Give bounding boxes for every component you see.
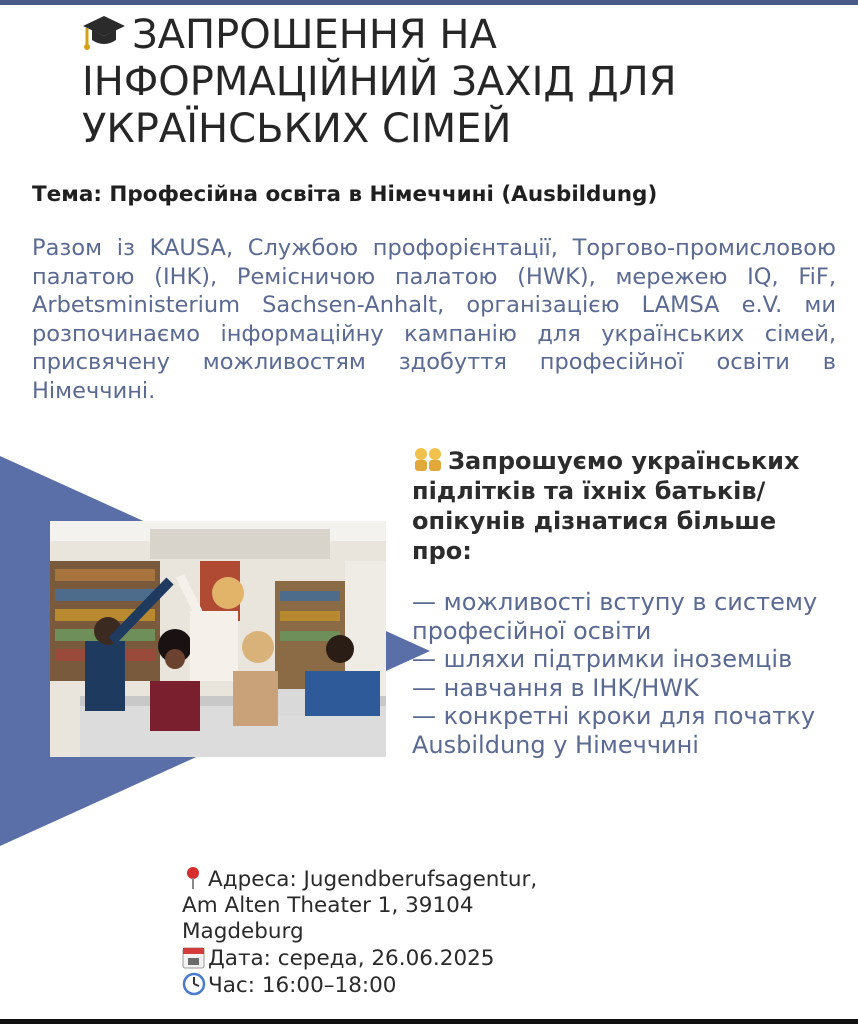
clock-icon: [182, 972, 208, 996]
address-line-3: Magdeburg: [182, 919, 304, 944]
title-line-2: ІНФОРМАЦІЙНИЙ ЗАХІД ДЛЯ: [82, 59, 677, 105]
pin-icon: [182, 866, 208, 890]
graduation-cap-icon: [82, 12, 126, 52]
title-line-1: [82, 12, 802, 59]
title-line-3: УКРАЇНСЬКИХ СІМЕЙ: [82, 106, 512, 152]
family-icon: [412, 446, 444, 472]
date-row: [182, 945, 782, 972]
bottom-border: [0, 1019, 858, 1024]
students-photo: [50, 521, 386, 757]
invite-heading: [412, 446, 832, 566]
date-text: Дата: середа, 26.06.2025: [208, 946, 495, 971]
time-row: [182, 972, 782, 999]
topics-list: [412, 588, 842, 759]
address-line-1: Адреса: Jugendberufsagentur,: [208, 867, 538, 892]
list-item: — шляхи підтримки іноземців: [412, 645, 793, 673]
topic-heading: Тема: Професійна освіта в Німеччині (Ausbildung): [32, 182, 658, 207]
calendar-icon: [182, 945, 208, 969]
list-item: — конкретні кроки для початку Ausbildung у Німеччині: [412, 702, 816, 759]
address-row: [182, 866, 782, 893]
time-text: Час: 16:00–18:00: [208, 973, 397, 998]
invite-heading-text: Запрошуємо українських підлітків та їхніх батьків/опікунів дізнатися більше про:: [412, 447, 800, 565]
event-details: [182, 866, 782, 999]
page-title: [82, 12, 802, 153]
list-item: — навчання в IHK/HWK: [412, 673, 699, 702]
title-text-1: ЗАПРОШЕННЯ НА: [132, 12, 497, 58]
top-border: [0, 0, 858, 5]
list-item: — можливості вступу в систему професійної освіти: [412, 588, 818, 645]
intro-paragraph: Разом із KAUSA, Службою профорієнтації, Торгово-промисловою палатою (IHK), Ремісничою палатою (HWK), мережею IQ, FiF, Arbetsministerium Sachsen-Anhalt, організацією LAMSA e.V. ми розпочинаємо інформаційну кампанію для українських сімей, присвячену можливостям здобуття професійної освіти в Німеччині.: [32, 235, 836, 404]
address-line-2: Am Alten Theater 1, 39104: [182, 893, 474, 918]
